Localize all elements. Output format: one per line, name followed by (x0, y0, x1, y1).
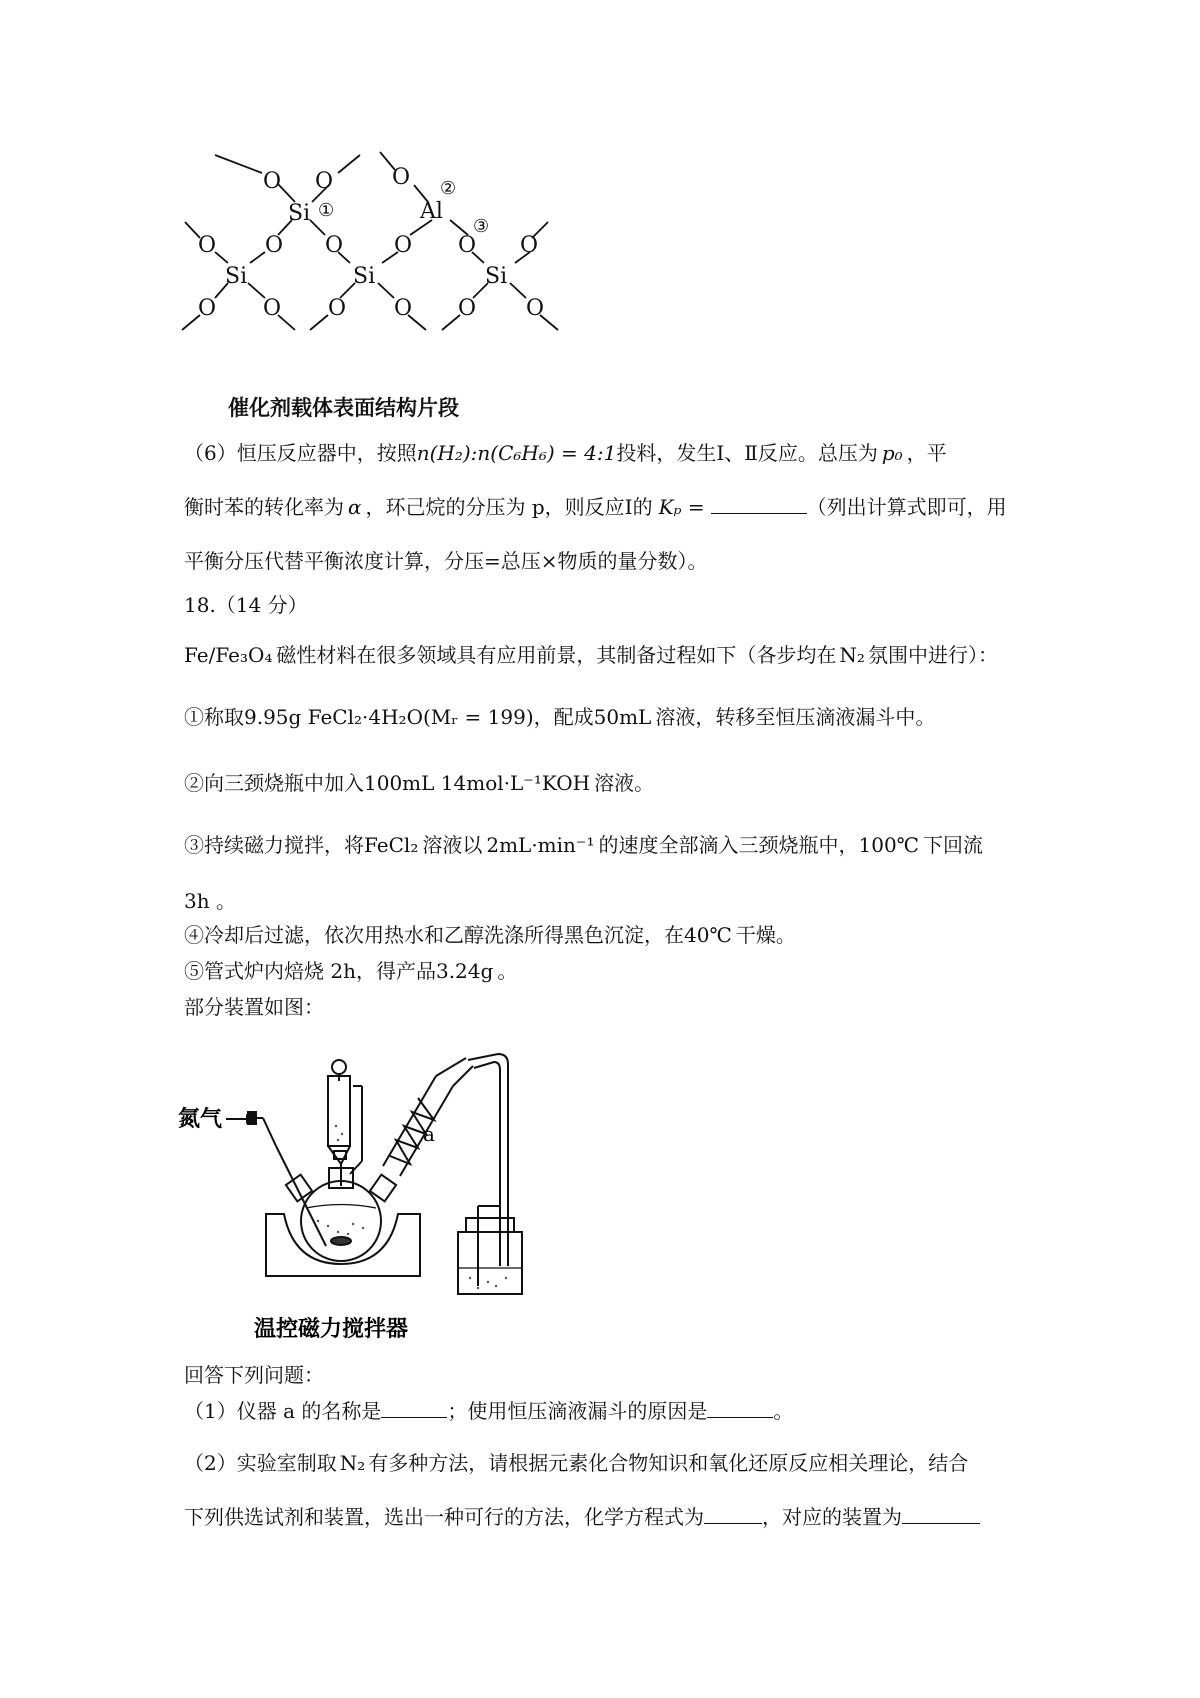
silicon-atom-1: Si (288, 201, 311, 226)
condenser-label-a: a (423, 1122, 435, 1146)
oxygen-atom: O (265, 233, 284, 258)
aluminum-atom: Al (420, 199, 443, 224)
q6-line-2: 衡时苯的转化率为 α ，环己烷的分压为 p，则反应Ⅰ的 Kₚ = （列出计算式即可，用 (184, 495, 1007, 519)
answer-blank[interactable] (707, 1399, 773, 1418)
oxygen-atom: O (315, 169, 334, 194)
oxygen-atom: O (394, 296, 413, 321)
oxygen-atom: O (328, 296, 347, 321)
q18-step-1: ①称取9.95g FeCl₂·4H₂O(Mᵣ = 199)，配成50mL 溶液，转移至恒压滴液漏斗中。 (184, 705, 936, 729)
q18-sub-2-line-1: （2）实验室制取 N₂ 有多种方法，请根据元素化合物知识和氧化还原反应相关理论，结合 (184, 1451, 969, 1475)
oxygen-atom: O (392, 165, 411, 190)
oxygen-atom: O (394, 233, 413, 258)
silicon-atom-2: Si (225, 264, 248, 289)
apparatus-intro: 部分装置如图： (184, 995, 324, 1019)
answer-blank[interactable] (704, 1505, 762, 1524)
oxygen-atom: O (458, 233, 477, 258)
marker-3: ③ (473, 216, 490, 237)
q18-sub-2-line-2: 下列供选试剂和装置，选出一种可行的方法，化学方程式为 ，对应的装置为 (184, 1504, 980, 1530)
oxygen-atom: O (458, 296, 477, 321)
catalyst-structure-diagram (170, 140, 610, 370)
oxygen-atom: O (263, 296, 282, 321)
q18-step-2: ②向三颈烧瓶中加入100mL 14mol·L⁻¹KOH 溶液。 (184, 771, 655, 795)
answer-blank[interactable] (381, 1399, 447, 1418)
marker-2: ② (440, 178, 457, 199)
apparatus-caption: 温控磁力搅拌器 (254, 1316, 409, 1342)
silicon-atom-4: Si (485, 264, 508, 289)
answer-blank[interactable] (902, 1505, 980, 1524)
q18-header: 18.（14 分） (184, 593, 308, 617)
q18-intro: Fe/Fe₃O₄ 磁性材料在很多领域具有应用前景，其制备过程如下（各步均在 N₂ 氛围中进行）： (184, 643, 998, 667)
q18-step-5: ⑤管式炉内焙烧 2h，得产品3.24g 。 (184, 959, 518, 983)
oxygen-atom: O (263, 169, 282, 194)
oxygen-atom: O (520, 233, 539, 258)
answer-intro: 回答下列问题： (184, 1363, 324, 1387)
structure-caption: 催化剂载体表面结构片段 (228, 396, 459, 420)
q18-step-3-cont: 3h 。 (184, 889, 236, 913)
q6-line-1: （6）恒压反应器中，按照n(H₂):n(C₆H₆) = 4:1投料，发生Ⅰ、Ⅱ反应。总压为 p₀ ，平 (184, 441, 947, 465)
oxygen-atom: O (526, 296, 545, 321)
oxygen-atom: O (325, 233, 344, 258)
silicon-atom-3: Si (353, 264, 376, 289)
oxygen-atom: O (198, 233, 217, 258)
apparatus-diagram (178, 1036, 528, 1346)
q18-step-4: ④冷却后过滤，依次用热水和乙醇洗涤所得黑色沉淀，在40℃ 干燥。 (184, 923, 796, 947)
q6-line-3: 平衡分压代替平衡浓度计算，分压=总压×物质的量分数）。 (184, 549, 708, 573)
marker-1: ① (318, 200, 335, 221)
nitrogen-label: 氮气 (178, 1106, 223, 1132)
answer-blank[interactable] (711, 495, 807, 514)
q18-sub-1: （1）仪器 a 的名称是 ；使用恒压滴液漏斗的原因是 。 (184, 1399, 794, 1423)
q18-step-3: ③持续磁力搅拌，将FeCl₂ 溶液以 2mL·min⁻¹ 的速度全部滴入三颈烧瓶中，100℃ 下回流 (184, 833, 984, 857)
oxygen-atom: O (198, 296, 217, 321)
